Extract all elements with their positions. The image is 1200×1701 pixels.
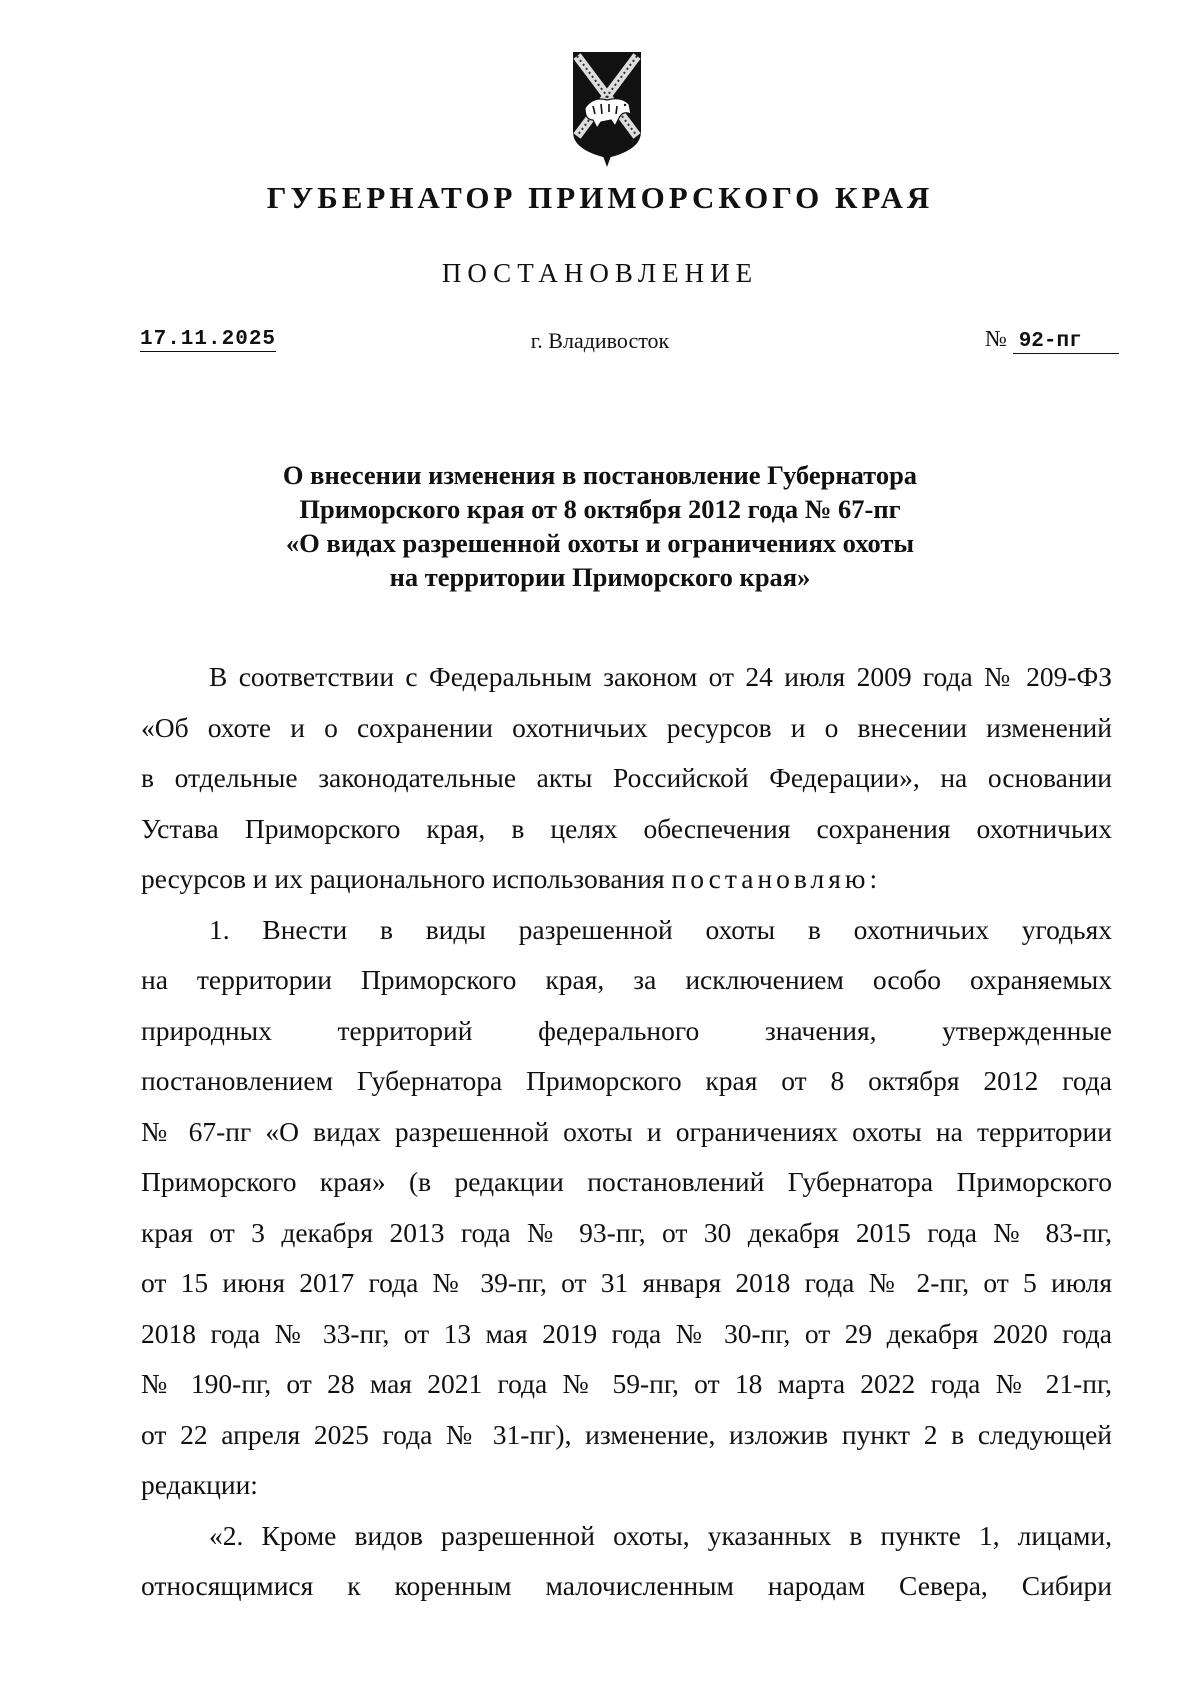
- body-line-text: ресурсов и их рационального использования: [141, 863, 665, 894]
- issuing-authority: ГУБЕРНАТОР ПРИМОРСКОГО КРАЯ: [266, 180, 934, 215]
- body-line: «2. Кроме видов разрешенной охоты, указанных в пункте 1, лицами,: [209, 1519, 1112, 1551]
- body-line: от 15 июня 2017 года № 39-пг, от 31 января 2018 года № 2-пг, от 5 июля: [141, 1267, 1112, 1298]
- body-line: № 190-пг, от 28 мая 2021 года № 59-пг, от 18 марта 2022 года № 21-пг,: [141, 1368, 1112, 1399]
- document-city: г. Владивосток: [530, 328, 670, 353]
- body-line: [141, 854, 1112, 905]
- subject-line: «О видах разрешенной охоты и ограничениях охоты: [285, 528, 915, 558]
- body-line: в отдельные законодательные акты Российской Федерации», на основании: [141, 762, 1112, 793]
- body-line: Приморского края» (в редакции постановлений Губернатора Приморского: [141, 1166, 1112, 1197]
- body-line: № 67-пг «О видах разрешенной охоты и ограничениях охоты на территории: [141, 1115, 1112, 1147]
- body-line: Устава Приморского края, в целях обеспечения сохранения охотничьих: [141, 812, 1112, 844]
- document-number: [985, 326, 1119, 354]
- subject-line: на территории Приморского края»: [389, 562, 811, 592]
- subject-line: О внесении изменения в постановление Губернатора: [282, 460, 918, 490]
- body-line: постановлением Губернатора Приморского края от 8 октября 2012 года: [141, 1065, 1112, 1096]
- decree-keyword: постановляю:: [671, 863, 882, 894]
- body-line: 2018 года № 33-пг, от 13 мая 2019 года № 30-пг, от 29 декабря 2020 года: [141, 1317, 1112, 1349]
- number-value: 92-пг: [1013, 330, 1119, 354]
- body-line: на территории Приморского края, за исключением особо охраняемых: [141, 964, 1112, 995]
- document-subject: [0, 458, 1200, 594]
- body-line: «Об охоте и о сохранении охотничьих ресурсов и о внесении изменений: [141, 711, 1112, 743]
- document-body: [141, 652, 1112, 1612]
- body-line: 1. Внести в виды разрешенной охоты в охотничьих угодьях: [209, 913, 1112, 945]
- subject-line: Приморского края от 8 октября 2012 года № 67-пг: [299, 494, 901, 524]
- number-prefix: №: [985, 326, 1007, 351]
- body-line: от 22 апреля 2025 года № 31-пг), изменение, изложив пункт 2 в следующей: [141, 1418, 1112, 1450]
- body-line: В соответствии с Федеральным законом от 24 июля 2009 года № 209-ФЗ: [209, 661, 1112, 692]
- body-line: края от 3 декабря 2013 года № 93-пг, от 30 декабря 2015 года № 83-пг,: [141, 1216, 1112, 1248]
- document-type: ПОСТАНОВЛЕНИЕ: [441, 258, 759, 288]
- coat-of-arms-icon: [571, 50, 643, 168]
- body-line: относящимися к коренным малочисленным народам Севера, Сибири: [141, 1570, 1112, 1601]
- body-line: природных территорий федерального значения, утвержденные: [141, 1014, 1112, 1046]
- body-line: редакции:: [141, 1469, 258, 1500]
- document-date: 17.11.2025: [140, 328, 277, 351]
